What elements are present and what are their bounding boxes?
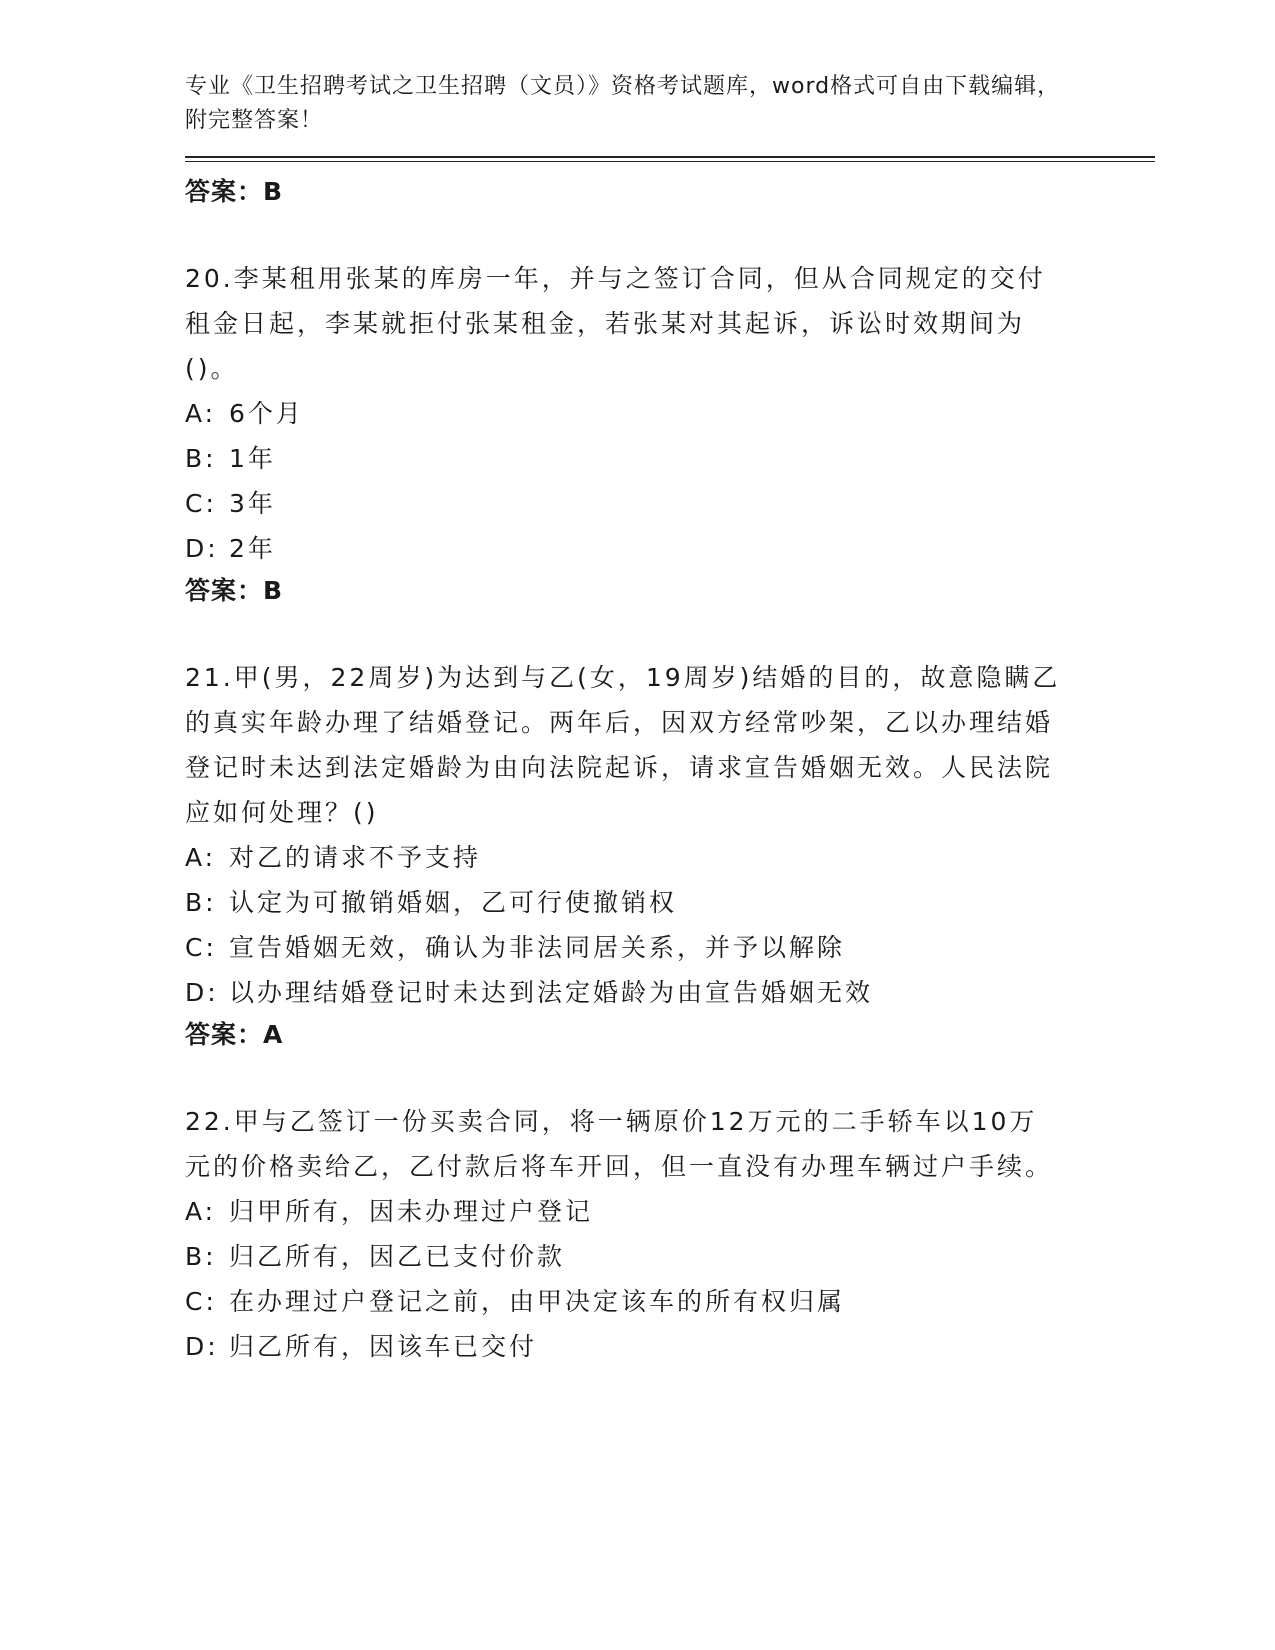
question-20 xyxy=(185,256,1155,611)
question-text: 21.甲(男，22周岁)为达到与乙(女，19周岁)结婚的目的，故意隐瞒乙的真实年龄办理了结婚登记。两年后，因双方经常吵架，乙以办理结婚登记时未达到法定婚龄为由向法院起诉，请求宣告婚姻无效。人民法院应如何处理？() xyxy=(185,663,1061,827)
option-d xyxy=(185,526,1155,571)
option-b xyxy=(185,436,1155,481)
option-letter: D: xyxy=(185,1332,219,1361)
option-c xyxy=(185,481,1155,526)
question-22 xyxy=(185,1099,1155,1369)
header-divider xyxy=(185,156,1155,162)
option-text: 在办理过户登记之前，由甲决定该车的所有权归属 xyxy=(229,1287,846,1316)
option-text: 归乙所有，因乙已支付价款 xyxy=(229,1242,566,1271)
option-a xyxy=(185,835,1155,880)
option-letter: D: xyxy=(185,534,219,563)
option-letter: B: xyxy=(185,1242,217,1271)
option-text: 以办理结婚登记时未达到法定婚龄为由宣告婚姻无效 xyxy=(229,978,874,1007)
option-text: 2年 xyxy=(229,534,276,563)
question-21 xyxy=(185,655,1155,1055)
option-text: 归乙所有，因该车已交付 xyxy=(229,1332,538,1361)
option-text: 宣告婚姻无效，确认为非法同居关系，并予以解除 xyxy=(229,933,846,962)
option-letter: B: xyxy=(185,444,217,473)
option-letter: A: xyxy=(185,399,217,428)
answer-label: 答案：A xyxy=(185,1020,284,1049)
option-b xyxy=(185,880,1155,925)
option-text: 认定为可撤销婚姻，乙可行使撤销权 xyxy=(229,888,678,917)
option-c xyxy=(185,1279,1155,1324)
question-text: 22.甲与乙签订一份买卖合同，将一辆原价12万元的二手轿车以10万元的价格卖给乙，乙付款后将车开回，但一直没有办理车辆过户手续。 xyxy=(185,1107,1054,1181)
option-letter: B: xyxy=(185,888,217,917)
option-text: 6个月 xyxy=(229,399,304,428)
option-text: 对乙的请求不予支持 xyxy=(229,843,482,872)
option-c xyxy=(185,925,1155,970)
answer-label: 答案：B xyxy=(185,576,284,605)
document-page xyxy=(185,70,1155,1369)
option-d xyxy=(185,970,1155,1015)
option-letter: C: xyxy=(185,933,217,962)
document-header: 专业《卫生招聘考试之卫生招聘（文员）》资格考试题库，word格式可自由下载编辑，附完整答案！ xyxy=(185,74,1061,133)
option-letter: A: xyxy=(185,843,217,872)
option-d xyxy=(185,1324,1155,1369)
option-text: 1年 xyxy=(229,444,276,473)
question-text: 20.李某租用张某的库房一年，并与之签订合同，但从合同规定的交付租金日起，李某就拒付张某租金，若张某对其起诉，诉讼时效期间为()。 xyxy=(185,264,1046,383)
answer-label: 答案：B xyxy=(185,177,284,206)
option-text: 3年 xyxy=(229,489,276,518)
option-letter: A: xyxy=(185,1197,217,1226)
option-letter: C: xyxy=(185,489,217,518)
option-letter: D: xyxy=(185,978,219,1007)
option-b xyxy=(185,1234,1155,1279)
option-letter: C: xyxy=(185,1287,217,1316)
option-text: 归甲所有，因未办理过户登记 xyxy=(229,1197,594,1226)
option-a xyxy=(185,1189,1155,1234)
option-a xyxy=(185,391,1155,436)
